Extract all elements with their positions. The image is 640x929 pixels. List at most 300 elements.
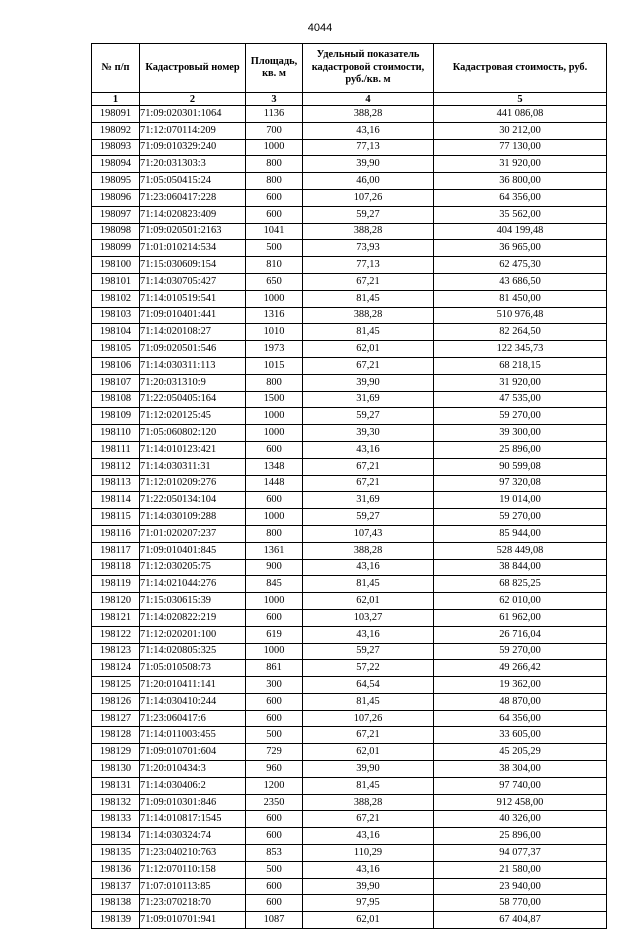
area-cell: 500 <box>246 861 303 878</box>
unit-rate-cell: 67,21 <box>303 458 434 475</box>
cadastral-value-cell: 77 130,00 <box>434 139 607 156</box>
cadastral-value-cell: 59 270,00 <box>434 643 607 660</box>
table-row <box>92 139 607 156</box>
area-cell: 500 <box>246 727 303 744</box>
row-index-cell: 198100 <box>92 257 140 274</box>
header-cadastral-value: Кадастровая стоимость, руб. <box>434 44 607 93</box>
cadastral-number-cell: 71:05:060802:120 <box>140 425 246 442</box>
cadastral-number-cell: 71:09:010329:240 <box>140 139 246 156</box>
table-row <box>92 744 607 761</box>
cadastral-value-cell: 36 800,00 <box>434 173 607 190</box>
unit-rate-cell: 107,43 <box>303 525 434 542</box>
table-row <box>92 593 607 610</box>
area-cell: 800 <box>246 374 303 391</box>
cadastral-value-cell: 58 770,00 <box>434 895 607 912</box>
table-row <box>92 878 607 895</box>
cadastral-number-cell: 71:09:010301:846 <box>140 794 246 811</box>
table-row <box>92 794 607 811</box>
cadastral-number-cell: 71:20:010434:3 <box>140 761 246 778</box>
area-cell: 1136 <box>246 106 303 123</box>
area-cell: 1361 <box>246 542 303 559</box>
table-row <box>92 341 607 358</box>
table-row <box>92 189 607 206</box>
cadastral-number-cell: 71:14:020822:219 <box>140 609 246 626</box>
cadastral-number-cell: 71:14:010123:421 <box>140 441 246 458</box>
cadastral-number-cell: 71:07:010113:85 <box>140 878 246 895</box>
table-row <box>92 324 607 341</box>
column-number: 5 <box>434 93 607 106</box>
unit-rate-cell: 107,26 <box>303 189 434 206</box>
row-index-cell: 198101 <box>92 273 140 290</box>
cadastral-value-cell: 31 920,00 <box>434 374 607 391</box>
area-cell: 500 <box>246 240 303 257</box>
cadastral-number-cell: 71:12:020201:100 <box>140 626 246 643</box>
table-row <box>92 811 607 828</box>
table-row <box>92 576 607 593</box>
unit-rate-cell: 77,13 <box>303 257 434 274</box>
row-index-cell: 198104 <box>92 324 140 341</box>
unit-rate-cell: 43,16 <box>303 861 434 878</box>
area-cell: 800 <box>246 525 303 542</box>
cadastral-number-cell: 71:12:070110:158 <box>140 861 246 878</box>
table-row <box>92 122 607 139</box>
cadastral-value-cell: 25 896,00 <box>434 828 607 845</box>
cadastral-value-cell: 35 562,00 <box>434 206 607 223</box>
cadastral-number-cell: 71:14:020805:325 <box>140 643 246 660</box>
row-index-cell: 198117 <box>92 542 140 559</box>
row-index-cell: 198099 <box>92 240 140 257</box>
unit-rate-cell: 57,22 <box>303 660 434 677</box>
cadastral-value-table <box>91 43 607 929</box>
area-cell: 1000 <box>246 408 303 425</box>
unit-rate-cell: 62,01 <box>303 341 434 358</box>
cadastral-number-cell: 71:20:010411:141 <box>140 677 246 694</box>
area-cell: 600 <box>246 693 303 710</box>
cadastral-number-cell: 71:15:030609:154 <box>140 257 246 274</box>
cadastral-number-cell: 71:14:030406:2 <box>140 777 246 794</box>
row-index-cell: 198134 <box>92 828 140 845</box>
cadastral-number-cell: 71:09:020501:2163 <box>140 223 246 240</box>
unit-rate-cell: 67,21 <box>303 727 434 744</box>
area-cell: 600 <box>246 710 303 727</box>
row-index-cell: 198108 <box>92 391 140 408</box>
cadastral-number-cell: 71:14:010519:541 <box>140 290 246 307</box>
unit-rate-cell: 73,93 <box>303 240 434 257</box>
area-cell: 1000 <box>246 509 303 526</box>
page-number: 4044 <box>307 22 333 34</box>
table-row <box>92 408 607 425</box>
cadastral-number-cell: 71:09:010701:941 <box>140 912 246 929</box>
row-index-cell: 198105 <box>92 341 140 358</box>
area-cell: 600 <box>246 441 303 458</box>
cadastral-number-cell: 71:23:040210:763 <box>140 845 246 862</box>
table-row <box>92 257 607 274</box>
cadastral-value-cell: 40 326,00 <box>434 811 607 828</box>
cadastral-value-cell: 19 362,00 <box>434 677 607 694</box>
unit-rate-cell: 43,16 <box>303 828 434 845</box>
table-row <box>92 677 607 694</box>
row-index-cell: 198093 <box>92 139 140 156</box>
unit-rate-cell: 46,00 <box>303 173 434 190</box>
cadastral-number-cell: 71:09:020501:546 <box>140 341 246 358</box>
cadastral-number-cell: 71:09:010401:441 <box>140 307 246 324</box>
cadastral-value-cell: 62 475,30 <box>434 257 607 274</box>
area-cell: 1087 <box>246 912 303 929</box>
header-area: Площадь, кв. м <box>246 44 303 93</box>
cadastral-value-cell: 82 264,50 <box>434 324 607 341</box>
unit-rate-cell: 67,21 <box>303 811 434 828</box>
cadastral-number-cell: 71:09:020301:1064 <box>140 106 246 123</box>
row-index-cell: 198125 <box>92 677 140 694</box>
unit-rate-cell: 43,16 <box>303 626 434 643</box>
unit-rate-cell: 59,27 <box>303 206 434 223</box>
cadastral-number-cell: 71:12:070114:209 <box>140 122 246 139</box>
cadastral-value-cell: 33 605,00 <box>434 727 607 744</box>
cadastral-value-cell: 64 356,00 <box>434 710 607 727</box>
cadastral-number-cell: 71:12:020125:45 <box>140 408 246 425</box>
row-index-cell: 198139 <box>92 912 140 929</box>
cadastral-number-cell: 71:14:010817:1545 <box>140 811 246 828</box>
unit-rate-cell: 43,16 <box>303 559 434 576</box>
area-cell: 800 <box>246 173 303 190</box>
area-cell: 650 <box>246 273 303 290</box>
cadastral-value-cell: 38 844,00 <box>434 559 607 576</box>
unit-rate-cell: 39,90 <box>303 878 434 895</box>
cadastral-value-cell: 441 086,08 <box>434 106 607 123</box>
unit-rate-cell: 39,90 <box>303 156 434 173</box>
table-row <box>92 206 607 223</box>
cadastral-number-cell: 71:01:020207:237 <box>140 525 246 542</box>
table-row <box>92 156 607 173</box>
table-row <box>92 307 607 324</box>
column-number: 4 <box>303 93 434 106</box>
area-cell: 729 <box>246 744 303 761</box>
cadastral-value-cell: 21 580,00 <box>434 861 607 878</box>
area-cell: 600 <box>246 492 303 509</box>
area-cell: 700 <box>246 122 303 139</box>
table-row <box>92 223 607 240</box>
header-unit-rate: Удельный показатель кадастровой стоимости, руб./кв. м <box>303 44 434 93</box>
area-cell: 900 <box>246 559 303 576</box>
unit-rate-cell: 388,28 <box>303 307 434 324</box>
cadastral-value-cell: 39 300,00 <box>434 425 607 442</box>
table-row <box>92 912 607 929</box>
cadastral-value-cell: 45 205,29 <box>434 744 607 761</box>
row-index-cell: 198091 <box>92 106 140 123</box>
cadastral-number-cell: 71:01:010214:534 <box>140 240 246 257</box>
unit-rate-cell: 81,45 <box>303 693 434 710</box>
area-cell: 1448 <box>246 475 303 492</box>
row-index-cell: 198111 <box>92 441 140 458</box>
row-index-cell: 198114 <box>92 492 140 509</box>
table-row <box>92 525 607 542</box>
area-cell: 600 <box>246 206 303 223</box>
table-row <box>92 559 607 576</box>
row-index-cell: 198135 <box>92 845 140 862</box>
row-index-cell: 198136 <box>92 861 140 878</box>
row-index-cell: 198113 <box>92 475 140 492</box>
area-cell: 1973 <box>246 341 303 358</box>
unit-rate-cell: 107,26 <box>303 710 434 727</box>
cadastral-value-cell: 94 077,37 <box>434 845 607 862</box>
cadastral-number-cell: 71:12:030205:75 <box>140 559 246 576</box>
row-index-cell: 198106 <box>92 357 140 374</box>
cadastral-value-cell: 43 686,50 <box>434 273 607 290</box>
area-cell: 600 <box>246 811 303 828</box>
cadastral-value-cell: 26 716,04 <box>434 626 607 643</box>
cadastral-value-cell: 510 976,48 <box>434 307 607 324</box>
unit-rate-cell: 39,30 <box>303 425 434 442</box>
cadastral-number-cell: 71:05:010508:73 <box>140 660 246 677</box>
row-index-cell: 198115 <box>92 509 140 526</box>
cadastral-number-cell: 71:14:020108:27 <box>140 324 246 341</box>
cadastral-value-cell: 30 212,00 <box>434 122 607 139</box>
area-cell: 960 <box>246 761 303 778</box>
area-cell: 1348 <box>246 458 303 475</box>
unit-rate-cell: 59,27 <box>303 509 434 526</box>
row-index-cell: 198107 <box>92 374 140 391</box>
area-cell: 861 <box>246 660 303 677</box>
table-row <box>92 357 607 374</box>
unit-rate-cell: 43,16 <box>303 122 434 139</box>
table-row <box>92 895 607 912</box>
cadastral-value-cell: 48 870,00 <box>434 693 607 710</box>
row-index-cell: 198096 <box>92 189 140 206</box>
table-row <box>92 374 607 391</box>
area-cell: 619 <box>246 626 303 643</box>
header-cadastral-number: Кадастровый номер <box>140 44 246 93</box>
unit-rate-cell: 39,90 <box>303 374 434 391</box>
cadastral-number-cell: 71:12:010209:276 <box>140 475 246 492</box>
cadastral-number-cell: 71:20:031303:3 <box>140 156 246 173</box>
header-row <box>92 44 607 93</box>
area-cell: 1000 <box>246 643 303 660</box>
cadastral-number-cell: 71:09:010401:845 <box>140 542 246 559</box>
unit-rate-cell: 62,01 <box>303 912 434 929</box>
table-row <box>92 441 607 458</box>
row-index-cell: 198122 <box>92 626 140 643</box>
area-cell: 600 <box>246 878 303 895</box>
row-index-cell: 198124 <box>92 660 140 677</box>
area-cell: 845 <box>246 576 303 593</box>
unit-rate-cell: 81,45 <box>303 324 434 341</box>
cadastral-value-cell: 59 270,00 <box>434 408 607 425</box>
unit-rate-cell: 31,69 <box>303 492 434 509</box>
unit-rate-cell: 67,21 <box>303 357 434 374</box>
row-index-cell: 198112 <box>92 458 140 475</box>
cadastral-number-cell: 71:14:030410:244 <box>140 693 246 710</box>
cadastral-number-cell: 71:14:030705:427 <box>140 273 246 290</box>
cadastral-value-cell: 62 010,00 <box>434 593 607 610</box>
table-row <box>92 273 607 290</box>
cadastral-value-cell: 68 218,15 <box>434 357 607 374</box>
cadastral-value-cell: 61 962,00 <box>434 609 607 626</box>
cadastral-value-cell: 85 944,00 <box>434 525 607 542</box>
cadastral-number-cell: 71:14:030324:74 <box>140 828 246 845</box>
row-index-cell: 198116 <box>92 525 140 542</box>
area-cell: 600 <box>246 895 303 912</box>
row-index-cell: 198097 <box>92 206 140 223</box>
area-cell: 600 <box>246 609 303 626</box>
table-row <box>92 828 607 845</box>
cadastral-number-cell: 71:15:030615:39 <box>140 593 246 610</box>
area-cell: 1000 <box>246 593 303 610</box>
cadastral-number-cell: 71:22:050134:104 <box>140 492 246 509</box>
cadastral-number-cell: 71:22:050405:164 <box>140 391 246 408</box>
table-row <box>92 290 607 307</box>
area-cell: 1015 <box>246 357 303 374</box>
unit-rate-cell: 39,90 <box>303 761 434 778</box>
cadastral-number-cell: 71:05:050415:24 <box>140 173 246 190</box>
column-number: 2 <box>140 93 246 106</box>
table-row <box>92 475 607 492</box>
cadastral-number-cell: 71:14:030311:31 <box>140 458 246 475</box>
row-index-cell: 198095 <box>92 173 140 190</box>
cadastral-value-cell: 97 740,00 <box>434 777 607 794</box>
area-cell: 1200 <box>246 777 303 794</box>
row-index-cell: 198132 <box>92 794 140 811</box>
area-cell: 600 <box>246 189 303 206</box>
unit-rate-cell: 64,54 <box>303 677 434 694</box>
unit-rate-cell: 59,27 <box>303 643 434 660</box>
column-number: 1 <box>92 93 140 106</box>
unit-rate-cell: 97,95 <box>303 895 434 912</box>
cadastral-number-cell: 71:20:031310:9 <box>140 374 246 391</box>
cadastral-value-cell: 90 599,08 <box>434 458 607 475</box>
table-row <box>92 660 607 677</box>
row-index-cell: 198094 <box>92 156 140 173</box>
unit-rate-cell: 31,69 <box>303 391 434 408</box>
table-row <box>92 391 607 408</box>
cadastral-number-cell: 71:14:011003:455 <box>140 727 246 744</box>
cadastral-number-cell: 71:14:030109:288 <box>140 509 246 526</box>
cadastral-value-cell: 528 449,08 <box>434 542 607 559</box>
area-cell: 1000 <box>246 139 303 156</box>
table-row <box>92 609 607 626</box>
unit-rate-cell: 388,28 <box>303 794 434 811</box>
cadastral-number-cell: 71:14:030311:113 <box>140 357 246 374</box>
table-row <box>92 458 607 475</box>
unit-rate-cell: 81,45 <box>303 777 434 794</box>
row-index-cell: 198138 <box>92 895 140 912</box>
area-cell: 600 <box>246 828 303 845</box>
row-index-cell: 198131 <box>92 777 140 794</box>
row-index-cell: 198123 <box>92 643 140 660</box>
cadastral-value-cell: 81 450,00 <box>434 290 607 307</box>
unit-rate-cell: 67,21 <box>303 475 434 492</box>
cadastral-value-cell: 23 940,00 <box>434 878 607 895</box>
row-index-cell: 198103 <box>92 307 140 324</box>
unit-rate-cell: 67,21 <box>303 273 434 290</box>
unit-rate-cell: 62,01 <box>303 593 434 610</box>
area-cell: 1316 <box>246 307 303 324</box>
row-index-cell: 198126 <box>92 693 140 710</box>
cadastral-value-cell: 122 345,73 <box>434 341 607 358</box>
table-row <box>92 492 607 509</box>
table-row <box>92 425 607 442</box>
table-row <box>92 761 607 778</box>
cadastral-number-cell: 71:23:070218:70 <box>140 895 246 912</box>
row-index-cell: 198109 <box>92 408 140 425</box>
cadastral-value-cell: 59 270,00 <box>434 509 607 526</box>
area-cell: 1000 <box>246 425 303 442</box>
row-index-cell: 198120 <box>92 593 140 610</box>
row-index-cell: 198121 <box>92 609 140 626</box>
cadastral-value-cell: 38 304,00 <box>434 761 607 778</box>
cadastral-value-cell: 25 896,00 <box>434 441 607 458</box>
cadastral-value-cell: 49 266,42 <box>434 660 607 677</box>
cadastral-number-cell: 71:23:060417:228 <box>140 189 246 206</box>
cadastral-number-cell: 71:23:060417:6 <box>140 710 246 727</box>
area-cell: 300 <box>246 677 303 694</box>
cadastral-value-cell: 97 320,08 <box>434 475 607 492</box>
area-cell: 2350 <box>246 794 303 811</box>
unit-rate-cell: 62,01 <box>303 744 434 761</box>
cadastral-number-cell: 71:09:010701:604 <box>140 744 246 761</box>
unit-rate-cell: 81,45 <box>303 290 434 307</box>
row-index-cell: 198129 <box>92 744 140 761</box>
table-row <box>92 106 607 123</box>
area-cell: 1041 <box>246 223 303 240</box>
column-number-row <box>92 93 607 106</box>
row-index-cell: 198110 <box>92 425 140 442</box>
row-index-cell: 198133 <box>92 811 140 828</box>
table-row <box>92 509 607 526</box>
table-row <box>92 710 607 727</box>
table-row <box>92 727 607 744</box>
cadastral-value-cell: 912 458,00 <box>434 794 607 811</box>
row-index-cell: 198102 <box>92 290 140 307</box>
column-number: 3 <box>246 93 303 106</box>
table-row <box>92 693 607 710</box>
table-row <box>92 845 607 862</box>
area-cell: 853 <box>246 845 303 862</box>
cadastral-value-cell: 36 965,00 <box>434 240 607 257</box>
header-index: № п/п <box>92 44 140 93</box>
area-cell: 810 <box>246 257 303 274</box>
cadastral-value-cell: 67 404,87 <box>434 912 607 929</box>
table-row <box>92 861 607 878</box>
area-cell: 1010 <box>246 324 303 341</box>
table-row <box>92 777 607 794</box>
unit-rate-cell: 43,16 <box>303 441 434 458</box>
row-index-cell: 198127 <box>92 710 140 727</box>
row-index-cell: 198128 <box>92 727 140 744</box>
unit-rate-cell: 388,28 <box>303 223 434 240</box>
table-row <box>92 626 607 643</box>
area-cell: 1500 <box>246 391 303 408</box>
table-row <box>92 173 607 190</box>
unit-rate-cell: 388,28 <box>303 106 434 123</box>
area-cell: 1000 <box>246 290 303 307</box>
table-row <box>92 240 607 257</box>
cadastral-value-cell: 64 356,00 <box>434 189 607 206</box>
cadastral-value-cell: 31 920,00 <box>434 156 607 173</box>
row-index-cell: 198137 <box>92 878 140 895</box>
row-index-cell: 198092 <box>92 122 140 139</box>
cadastral-number-cell: 71:14:021044:276 <box>140 576 246 593</box>
row-index-cell: 198130 <box>92 761 140 778</box>
unit-rate-cell: 103,27 <box>303 609 434 626</box>
row-index-cell: 198118 <box>92 559 140 576</box>
cadastral-value-cell: 47 535,00 <box>434 391 607 408</box>
cadastral-value-cell: 404 199,48 <box>434 223 607 240</box>
area-cell: 800 <box>246 156 303 173</box>
row-index-cell: 198119 <box>92 576 140 593</box>
unit-rate-cell: 77,13 <box>303 139 434 156</box>
cadastral-number-cell: 71:14:020823:409 <box>140 206 246 223</box>
unit-rate-cell: 388,28 <box>303 542 434 559</box>
